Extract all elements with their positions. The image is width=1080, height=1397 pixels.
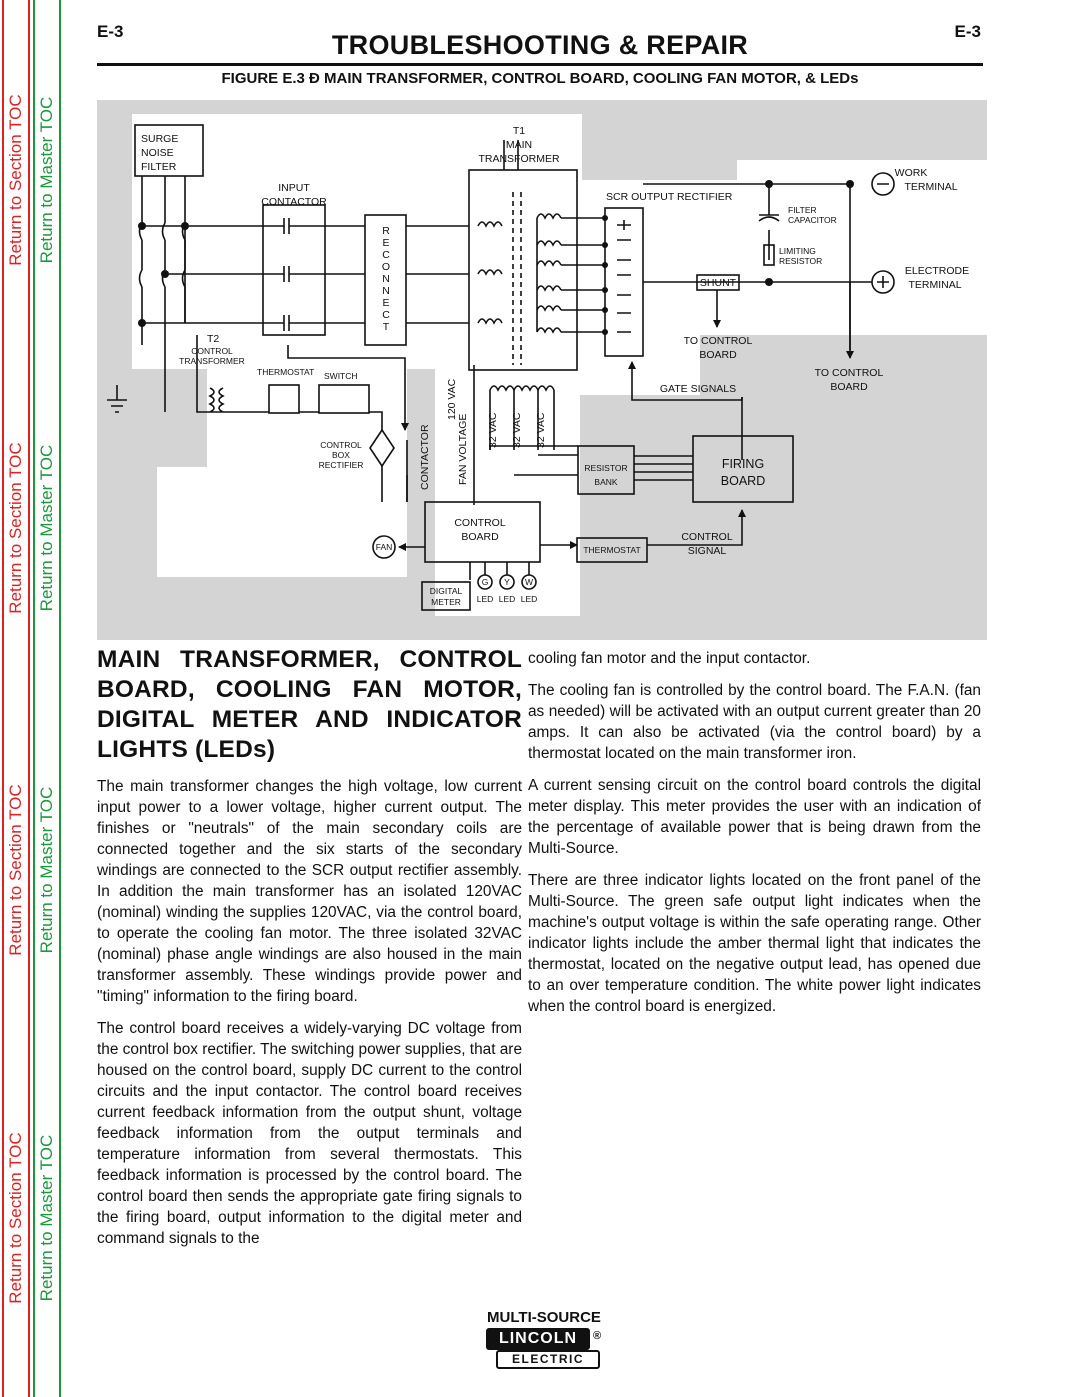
to-control-board-label: TO CONTROL [683,335,753,347]
to-control-board-label: TO CONTROL [814,367,884,379]
page-number-left: E-3 [97,22,124,41]
firing-board-label: BOARD [720,474,766,488]
figure-caption: FIGURE E.3 Ð MAIN TRANSFORMER, CONTROL BOARD, COOLING FAN MOTOR, & LEDs [221,70,859,87]
control-board-label: BOARD [461,531,499,543]
left-column [97,776,522,1260]
led-letter: W [524,577,534,587]
reconnect-letter: C [382,309,390,321]
reconnect-letter: T [382,321,390,333]
control-signal-label: SIGNAL [687,545,727,557]
control-box-rectifier-label: BOX [332,450,350,460]
vac-32-label: 32 VAC [487,412,499,448]
surge-label: SURGE [141,133,179,145]
paragraph: cooling fan motor and the input contactor. [528,650,811,667]
fan-voltage-label: FAN VOLTAGE [457,413,469,485]
input-contactor-label: INPUT [278,182,310,194]
page-number-right: E-3 [954,22,981,41]
digital-meter-label: DIGITAL [429,586,463,596]
limiting-resistor-label: LIMITING [779,246,816,256]
thermostat-label: THERMOSTAT [257,367,315,377]
return-to-section-toc-link[interactable]: Return to Section TOC [6,442,25,614]
led-letter: G [481,577,489,587]
control-box-rectifier-label: RECTIFIER [318,460,364,470]
work-terminal-label: TERMINAL [904,181,958,193]
led-label: LED [498,594,516,604]
fan-label: FAN [375,542,393,552]
t2-label: T2 [207,333,220,345]
noise-label: NOISE [141,147,174,159]
vac-120-label: 120 VAC [446,378,458,420]
resistor-bank-label: BANK [594,477,618,487]
thermostat-box-label: THERMOSTAT [583,545,641,555]
return-to-master-toc-link[interactable]: Return to Master TOC [37,444,56,612]
reconnect-letter: N [382,285,390,297]
led-letter: Y [504,577,510,587]
filter-label: FILTER [141,161,177,173]
scr-output-rectifier-label: SCR OUTPUT RECTIFIER [606,191,733,203]
reconnect-letter: O [381,261,391,273]
contactor-rotated-label: CONTACTOR [419,424,431,490]
reconnect-letter: R [382,225,390,237]
limiting-resistor-label: RESISTOR [779,256,823,266]
electrode-terminal-label: TERMINAL [908,279,962,291]
electrode-terminal-label: ELECTRODE [904,265,970,277]
reconnect-letter: E [382,237,390,249]
control-transformer-label: CONTROL [191,346,233,356]
footer [470,1309,730,1375]
control-box-rectifier-label: CONTROL [320,440,362,450]
paragraph: The cooling fan is controlled by the control board. The F.A.N. (fan as needed) will be activated with an output current greater than 20 amps. It can also be activated (via the control board) by a thermostat located on the main transformer iron. [528,682,981,762]
registered-mark: ® [593,1330,602,1342]
transformer-label: TRANSFORMER [478,153,560,165]
switch-label: SWITCH [324,371,358,381]
reconnect-letter: N [382,273,390,285]
right-column [528,648,981,1028]
logo-top-box [486,1328,590,1350]
return-to-master-toc-link[interactable]: Return to Master TOC [37,1134,56,1302]
firing-board-label: FIRING [721,457,765,471]
work-terminal-label: WORK [894,167,928,179]
lincoln-electric-logo [480,1328,608,1370]
return-to-section-toc-link[interactable]: Return to Section TOC [6,94,25,266]
reconnect-letter: E [382,297,390,309]
section-heading: MAIN TRANSFORMER, CONTROL BOARD, COOLING FAN MOTOR, DIGITAL METER AND INDICATOR LIGHTS (LEDs) [97,646,522,763]
block-diagram-svg [97,100,987,640]
logo-electric-text: ELECTRIC [512,1352,584,1366]
paragraph: A current sensing circuit on the control board controls the digital meter display. This meter provides the user with an indication of the percentage of available power that is being drawn from the Multi-Source. [528,777,981,857]
input-contactor-label: CONTACTOR [261,196,327,208]
logo-bottom-box [496,1350,600,1369]
led-label: LED [476,594,494,604]
gate-signals-label: GATE SIGNALS [659,383,737,395]
to-control-board-label: BOARD [699,349,737,361]
section-toc-strip [2,0,30,1397]
transformer-main-label: MAIN [505,139,533,151]
digital-meter-label: METER [431,597,461,607]
filter-capacitor-label: FILTER [788,205,817,215]
resistor-bank-label: RESISTOR [584,463,628,473]
return-to-master-toc-link[interactable]: Return to Master TOC [37,786,56,954]
return-to-section-toc-link[interactable]: Return to Section TOC [6,784,25,956]
return-to-master-toc-link[interactable]: Return to Master TOC [37,96,56,264]
logo-lincoln-text: LINCOLN [498,1330,578,1347]
filter-capacitor-label: CAPACITOR [788,215,837,225]
paragraph: There are three indicator lights located on the front panel of the Multi-Source. The green safe output light indicates when the machine's output voltage is within the safe operating range. Other indicator lights include the amber thermal light that indicates the thermostat, located on the negative output lead, has opened due to an over temperature condition. The white power light indicates when the control board is energized. [528,872,981,1015]
reconnect-letter: C [382,249,390,261]
header-rule [97,63,983,66]
product-name: MULTI-SOURCE [487,1309,601,1326]
control-transformer-label: TRANSFORMER [179,356,245,366]
paragraph: The main transformer changes the high voltage, low current input power to a lower voltage, higher current output. The finishes or "neutrals" of the main secondary coils are connected together and the six starts of the secondary windings are connected to the SCR output rectifier assembly. In addition the main transformer has an isolated 120VAC (nominal) winding the supplies 120VAC, via the control board, to operate the cooling fan motor. The three isolated 32VAC (nominal) phase angle windings are also housed in the main transformer assembly. These windings provide power and "timing" information to the firing board. [97,778,522,1005]
vac-32-label: 32 VAC [535,412,547,448]
block-diagram [97,100,987,640]
led-label: LED [520,594,538,604]
shunt-label: SHUNT [699,277,737,289]
return-to-section-toc-link[interactable]: Return to Section TOC [6,1132,25,1304]
transformer-t1-label: T1 [512,125,526,137]
control-board-label: CONTROL [454,517,506,529]
page-title: TROUBLESHOOTING & REPAIR [331,30,749,60]
master-toc-strip [33,0,61,1397]
to-control-board-label: BOARD [830,381,868,393]
vac-32-label: 32 VAC [511,412,523,448]
control-signal-label: CONTROL [681,531,733,543]
paragraph: The control board receives a widely-varying DC voltage from the control box rectifier. The switching power supplies, that are housed on the control board, supply DC current to the control circuits and the input contactor. The control board receives current feedback information from the output shunt, voltage feedback information from the output terminals and temperature information from several thermostats. This feedback information is processed by the control board. The control board then sends the appropriate gate firing signals to the firing board, output information to the digital meter and command signals to the [97,1020,522,1247]
